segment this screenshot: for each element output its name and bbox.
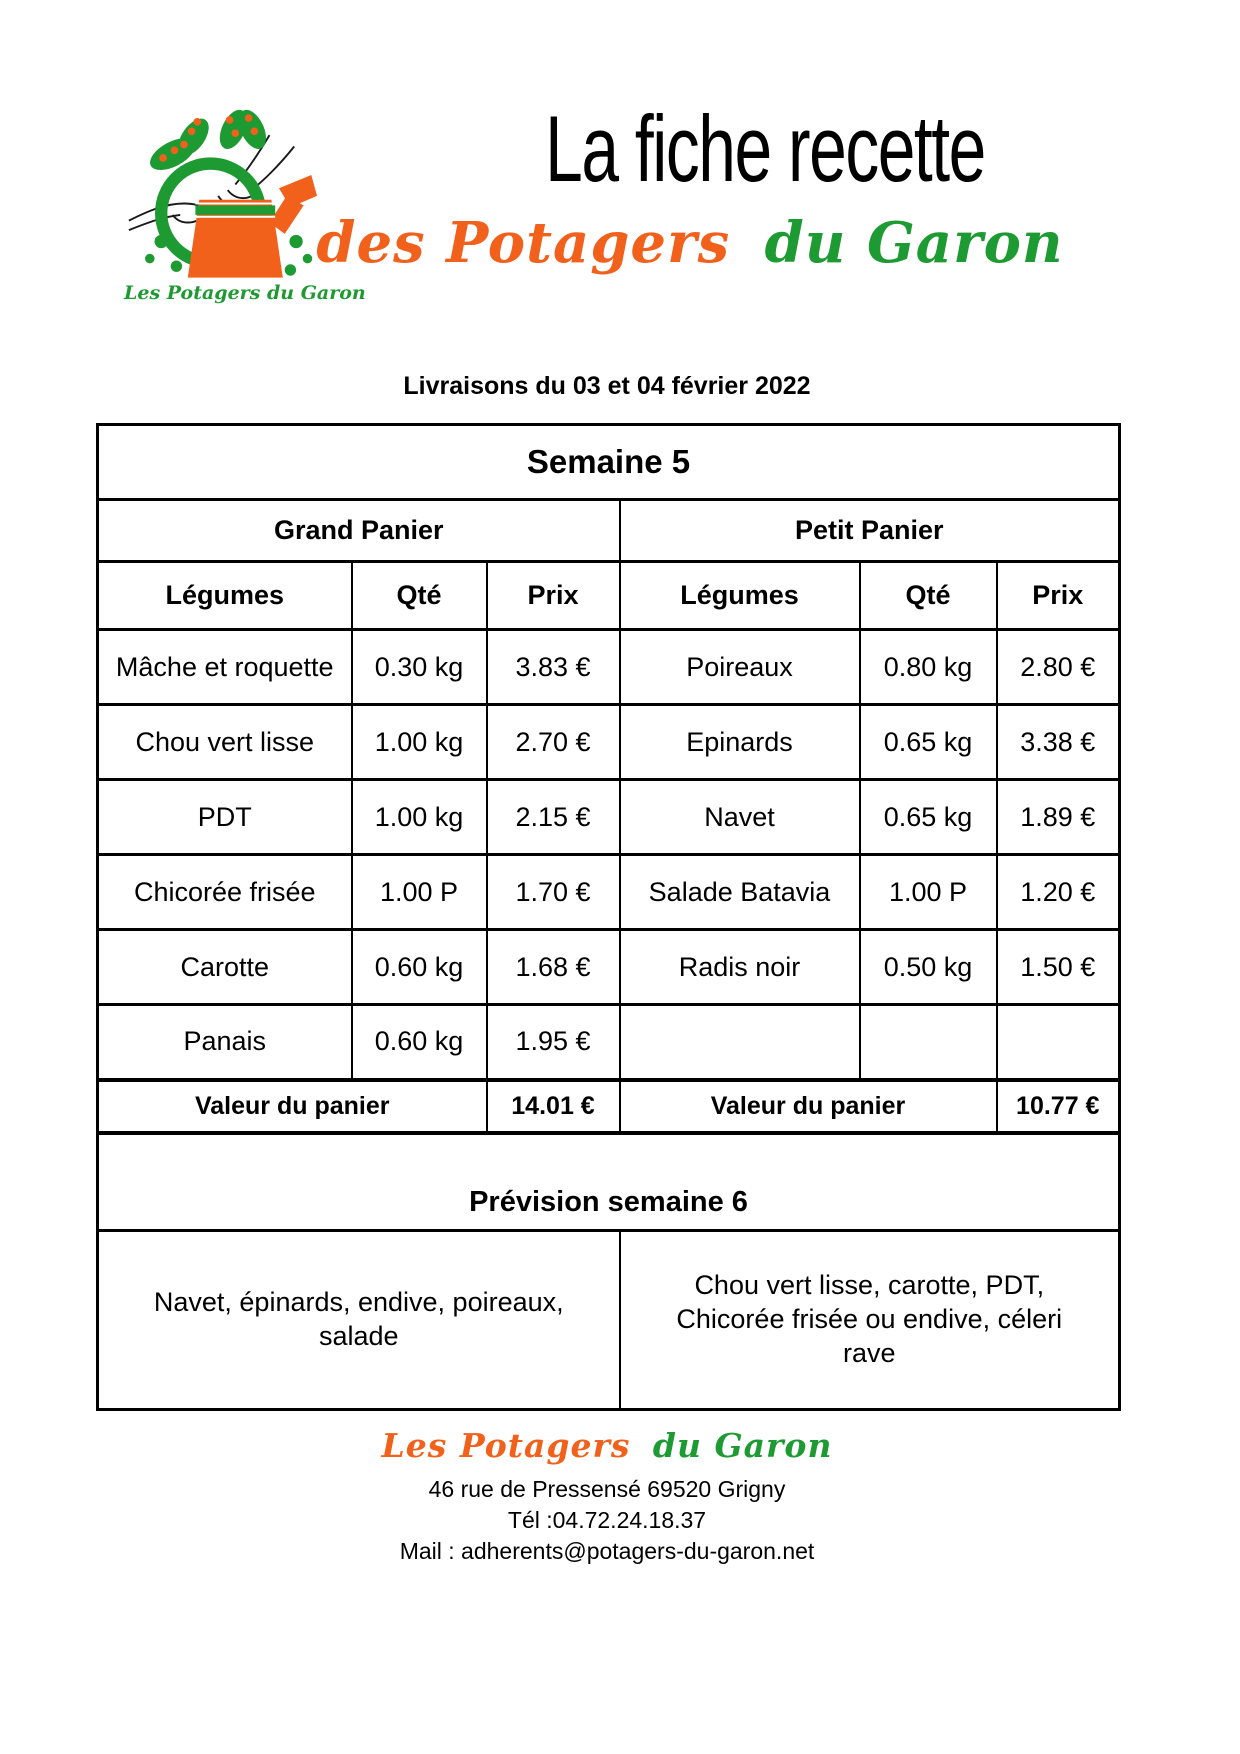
basket-value-row (98, 1080, 1120, 1133)
cell-petit-prix: 1.50 € (997, 930, 1120, 1005)
cell-petit-prix: 1.89 € (997, 780, 1120, 855)
delivery-dates: Livraisons du 03 et 04 février 2022 (403, 372, 811, 400)
column-header-row (98, 562, 1120, 630)
footer (96, 1428, 1118, 1567)
petit-valeur-label: Valeur du panier (620, 1080, 997, 1133)
page-subtitle (316, 210, 1063, 277)
cell-grand-prix: 1.70 € (487, 855, 620, 930)
page-title-text: La fiche recette (545, 96, 985, 201)
forecast-petit-panier: Chou vert lisse, carotte, PDT, Chicorée frisée ou endive, céleri rave (620, 1231, 1120, 1410)
cell-petit-qte: 0.50 kg (860, 930, 997, 1005)
can-body (187, 200, 282, 278)
cell-grand-prix: 2.15 € (487, 780, 620, 855)
col-header-prix-petit: Prix (997, 562, 1120, 630)
cell-grand-prix: 2.70 € (487, 705, 620, 780)
subtitle-orange: des Potagers (316, 210, 731, 276)
footer-address: 46 rue de Pressensé 69520 Grigny (428, 1476, 786, 1503)
cell-petit-qte: 0.65 kg (860, 780, 997, 855)
forecast-title: Prévision semaine 6 (98, 1133, 1120, 1231)
basket-table (96, 423, 1121, 1411)
footer-brand-green: du Garon (652, 1426, 833, 1465)
footer-phone: Tél :04.72.24.18.37 (507, 1507, 707, 1534)
cell-grand-legume: PDT (98, 780, 352, 855)
table-row (98, 630, 1120, 705)
grand-total: 14.01 € (487, 1080, 620, 1133)
subtitle-green: du Garon (764, 210, 1064, 276)
cell-petit-prix: 2.80 € (997, 630, 1120, 705)
basket-header-row (98, 500, 1120, 562)
cell-petit-prix: 1.20 € (997, 855, 1120, 930)
cell-grand-legume: Mâche et roquette (98, 630, 352, 705)
forecast-grand-panier: Navet, épinards, endive, poireaux, salade (98, 1231, 620, 1410)
forecast-title-row (98, 1133, 1120, 1231)
petit-panier-label: Petit Panier (620, 500, 1120, 562)
cell-grand-qte: 0.60 kg (352, 1005, 487, 1080)
cell-petit-prix (997, 1005, 1120, 1080)
cell-grand-legume: Chicorée frisée (98, 855, 352, 930)
week-row (98, 425, 1120, 500)
logo (124, 108, 366, 304)
cell-grand-qte: 1.00 kg (352, 780, 487, 855)
footer-brand-orange: Les Potagers (381, 1426, 631, 1465)
cell-grand-qte: 0.30 kg (352, 630, 487, 705)
logo-caption: Les Potagers du Garon (124, 282, 366, 304)
col-header-qte-grand: Qté (352, 562, 487, 630)
table-row (98, 1005, 1120, 1080)
cell-petit-qte: 0.80 kg (860, 630, 997, 705)
cell-grand-qte: 1.00 kg (352, 705, 487, 780)
cell-petit-qte: 1.00 P (860, 855, 997, 930)
cell-petit-qte (860, 1005, 997, 1080)
cell-petit-prix: 3.38 € (997, 705, 1120, 780)
cell-grand-qte: 0.60 kg (352, 930, 487, 1005)
col-header-qte-petit: Qté (860, 562, 997, 630)
cell-petit-legume: Poireaux (620, 630, 860, 705)
cell-grand-legume: Carotte (98, 930, 352, 1005)
cell-petit-legume (620, 1005, 860, 1080)
col-header-legumes-grand: Légumes (98, 562, 352, 630)
spout (269, 175, 317, 234)
grand-valeur-label: Valeur du panier (98, 1080, 487, 1133)
table-row (98, 855, 1120, 930)
cell-grand-legume: Chou vert lisse (98, 705, 352, 780)
petit-total: 10.77 € (997, 1080, 1120, 1133)
table-row (98, 780, 1120, 855)
cell-grand-prix: 1.68 € (487, 930, 620, 1005)
table-row (98, 930, 1120, 1005)
cell-grand-prix: 1.95 € (487, 1005, 620, 1080)
cell-petit-qte: 0.65 kg (860, 705, 997, 780)
cell-petit-legume: Navet (620, 780, 860, 855)
cell-grand-legume: Panais (98, 1005, 352, 1080)
page-title (460, 96, 1071, 201)
cell-grand-qte: 1.00 P (352, 855, 487, 930)
col-header-prix-grand: Prix (487, 562, 620, 630)
footer-brand (96, 1428, 1118, 1464)
cell-petit-legume: Radis noir (620, 930, 860, 1005)
table-row (98, 705, 1120, 780)
forecast-row (98, 1231, 1120, 1410)
week-title: Semaine 5 (98, 425, 1120, 500)
cell-petit-legume: Salade Batavia (620, 855, 860, 930)
watering-can-logo-icon (127, 108, 317, 280)
footer-email: Mail : adherents@potagers-du-garon.net (399, 1538, 815, 1565)
cell-petit-legume: Epinards (620, 705, 860, 780)
col-header-legumes-petit: Légumes (620, 562, 860, 630)
cell-grand-prix: 3.83 € (487, 630, 620, 705)
leaf-cluster-middle (214, 108, 271, 153)
grand-panier-label: Grand Panier (98, 500, 620, 562)
